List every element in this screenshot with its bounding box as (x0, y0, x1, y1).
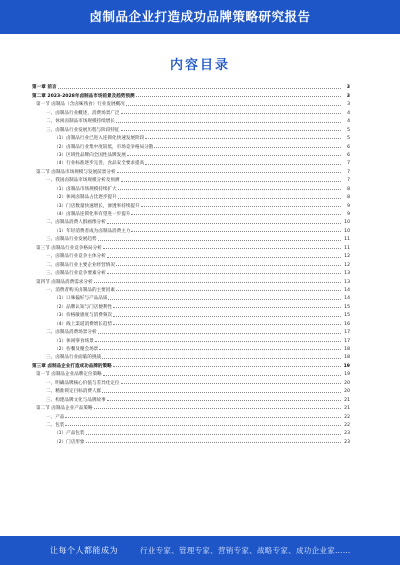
toc-entry[interactable] (32, 99, 350, 107)
toc-leader-dots (118, 189, 341, 190)
toc-entry-title: 一、卤制品行业概述，消费场景广泛 (46, 110, 120, 116)
toc-entry-title: 第一节 卤制品（含卤味熟食）行业发展概况 (36, 102, 125, 108)
toc-entry-page: 12 (344, 262, 350, 268)
table-of-contents (32, 82, 350, 445)
toc-entry[interactable] (32, 335, 350, 343)
toc-leader-dots (86, 442, 342, 443)
toc-entry-title: 三、卤制品行业面临的挑战 (46, 355, 102, 361)
toc-entry-page: 17 (344, 338, 350, 344)
toc-entry-page: 16 (344, 321, 350, 327)
toc-entry[interactable] (32, 377, 350, 385)
toc-leader-dots (127, 155, 341, 156)
toc-entry-title: 第一章 前言 (32, 85, 57, 91)
toc-entry-title: （2）门店形象 (54, 439, 85, 445)
toc-leader-dots (102, 392, 341, 393)
toc-entry-title: 第四节 卤制品消费需求分析 (36, 279, 93, 285)
toc-entry-title: （2）品牌认知与门店便利性 (54, 304, 113, 310)
toc-entry-page: 3 (347, 102, 350, 108)
toc-entry-page: 13 (344, 279, 350, 285)
toc-entry-title: 三、构建品牌文化与品牌故事 (46, 397, 106, 403)
toc-entry-page: 3 (346, 93, 350, 99)
toc-leader-dots (107, 400, 341, 401)
toc-entry[interactable] (32, 344, 350, 352)
toc-leader-dots (154, 147, 341, 148)
report-title: 卤制品企业打造成功品牌策略研究报告 (89, 9, 311, 24)
toc-entry[interactable] (32, 318, 350, 326)
toc-leader-dots (58, 88, 341, 89)
toc-entry-page: 23 (344, 439, 350, 445)
toc-leader-dots (131, 231, 341, 232)
toc-entry-title: 一、产品 (46, 414, 65, 420)
toc-entry-title: （1）产品包装 (54, 431, 85, 437)
toc-entry-title: （1）休闲零食场景 (54, 338, 94, 344)
toc-entry-page: 14 (344, 287, 350, 293)
toc-leader-dots (121, 383, 341, 384)
toc-entry[interactable] (32, 310, 350, 318)
toc-entry-page: 15 (344, 304, 350, 310)
toc-entry[interactable] (32, 175, 350, 183)
footer-bar (0, 536, 400, 565)
toc-entry-page: 22 (344, 414, 350, 420)
toc-entry-title: （1）年轻消费者成为卤制品消费主力 (54, 228, 131, 234)
toc-entry-page: 5 (347, 127, 350, 133)
toc-entry-title: 三、卤制品行业发展历程与阶段特征 (46, 127, 120, 133)
toc-entry-title: （1）口味偏好与产品品质 (54, 296, 108, 302)
toc-entry[interactable] (32, 133, 350, 141)
toc-leader-dots (113, 316, 341, 317)
toc-entry-page: 4 (347, 119, 350, 125)
toc-entry-page: 15 (344, 313, 350, 319)
toc-entry-page: 8 (347, 186, 350, 192)
toc-leader-dots (121, 113, 341, 114)
toc-entry[interactable] (32, 200, 350, 208)
toc-entry[interactable] (32, 259, 350, 267)
toc-entry[interactable] (32, 107, 350, 115)
toc-leader-dots (118, 198, 341, 199)
toc-leader-dots (98, 333, 341, 334)
toc-entry[interactable] (32, 411, 350, 419)
toc-leader-dots (108, 299, 341, 300)
toc-leader-dots (99, 349, 341, 350)
toc-entry-title: 二、卤制品行业主要企业经营情况 (46, 262, 115, 268)
toc-leader-dots (102, 358, 341, 359)
toc-entry-title: （1）卤制品市场规模持续扩大 (54, 186, 117, 192)
toc-entry-title: 二、精准锁定目标消费人群 (46, 389, 102, 395)
toc-entry-page: 19 (343, 363, 350, 369)
toc-entry-title: （3）区域性品牌向全国性品牌发展 (54, 152, 126, 158)
toc-leader-dots (107, 223, 341, 224)
toc-entry-page: 10 (344, 228, 350, 234)
toc-entry-page: 21 (344, 397, 350, 403)
toc-entry-page: 10 (344, 220, 350, 226)
toc-entry[interactable] (32, 293, 350, 301)
toc-entry-page: 5 (347, 136, 350, 142)
toc-entry[interactable] (32, 276, 350, 284)
toc-entry[interactable] (32, 360, 350, 368)
toc-entry-page: 3 (346, 85, 350, 91)
toc-entry-page: 17 (344, 330, 350, 336)
toc-entry[interactable] (32, 116, 350, 124)
toc-entry-title: 二、休闲卤制品市场规模持续增长 (46, 119, 115, 125)
report-header-bar (0, 0, 400, 34)
toc-entry-title: （3）价格敏感度与消费频次 (54, 313, 113, 319)
toc-entry-page: 13 (344, 271, 350, 277)
toc-leader-dots (113, 307, 341, 308)
toc-entry-title: （2）休闲卤制品占比逐步提升 (54, 195, 117, 201)
toc-entry-title: （4）卤制品连锁化率有望进一步提升 (54, 212, 131, 217)
toc-leader-dots (107, 257, 341, 258)
toc-entry-title: （4）行业标准逐步完善，食品安全要求提高 (54, 161, 145, 167)
toc-entry[interactable] (32, 386, 350, 394)
toc-leader-dots (107, 273, 341, 274)
toc-leader-dots (145, 164, 341, 165)
toc-entry[interactable] (32, 394, 350, 402)
toc-entry-page: 6 (347, 144, 350, 150)
toc-entry-title: 二、卤制品消费场景分析 (46, 330, 97, 336)
toc-entry-page: 9 (347, 203, 350, 209)
footer-slogan: 让每个人都能成为 (50, 546, 118, 555)
toc-leader-dots (141, 206, 341, 207)
toc-entry[interactable] (32, 150, 350, 158)
toc-leader-dots (86, 434, 342, 435)
toc-entry[interactable] (32, 158, 350, 166)
toc-leader-dots (113, 366, 341, 367)
toc-entry[interactable] (32, 301, 350, 309)
toc-entry-title: 三、卤制品行业发展趋势 (46, 237, 97, 243)
toc-leader-dots (131, 214, 341, 215)
toc-entry[interactable] (32, 192, 350, 200)
toc-entry[interactable] (32, 352, 350, 360)
toc-entry[interactable] (32, 217, 350, 225)
toc-leader-dots (113, 324, 341, 325)
toc-entry[interactable] (32, 234, 350, 242)
toc-leader-dots (65, 417, 341, 418)
toc-entry[interactable] (32, 403, 350, 411)
toc-entry-title: 三、卤制品行业竞争要素分析 (46, 271, 106, 277)
toc-entry-page: 7 (347, 169, 350, 175)
toc-leader-dots (145, 138, 341, 139)
footer-roles: 行业专家、管理专家、营销专家、战略专家、成功企业家…… (140, 546, 351, 555)
toc-entry[interactable] (32, 242, 350, 250)
toc-leader-dots (116, 265, 341, 266)
toc-leader-dots (103, 375, 341, 376)
toc-entry[interactable] (32, 124, 350, 132)
toc-entry-page: 18 (344, 347, 350, 352)
toc-entry[interactable] (32, 428, 350, 436)
toc-leader-dots (65, 425, 341, 426)
toc-entry-title: 一、明确品牌核心价值与差异化定位 (46, 380, 120, 386)
toc-entry-page: 19 (344, 372, 350, 378)
toc-leader-dots (98, 240, 341, 241)
toc-entry[interactable] (32, 82, 350, 90)
toc-heading: 内容目录 (169, 58, 230, 73)
toc-entry-page: 9 (347, 212, 350, 217)
toc-entry-title: 二、卤制品消费人群画像分析 (46, 220, 106, 226)
toc-entry-title: 第一节 卤制品企业品牌定位策略 (36, 372, 102, 378)
toc-entry-page: 11 (344, 245, 350, 251)
toc-entry-page: 8 (347, 195, 350, 201)
toc-entry-page: 11 (344, 237, 350, 243)
toc-entry-title: （3）门店数量快速增长，渗透率持续提升 (54, 203, 140, 209)
toc-leader-dots (116, 122, 341, 123)
toc-entry-page: 18 (344, 355, 350, 361)
toc-entry-page: 7 (347, 178, 350, 184)
toc-entry-page: 6 (347, 152, 350, 158)
toc-leader-dots (121, 181, 341, 182)
toc-entry[interactable] (32, 285, 350, 293)
toc-entry-page: 12 (344, 254, 350, 260)
toc-leader-dots (117, 172, 341, 173)
toc-entry[interactable] (32, 209, 350, 217)
toc-entry-title: （4）线上渠道消费增长趋势 (54, 321, 113, 327)
toc-entry[interactable] (32, 436, 350, 444)
toc-entry-title: 二、包装 (46, 422, 65, 428)
toc-entry[interactable] (32, 90, 350, 98)
toc-entry[interactable] (32, 369, 350, 377)
toc-entry-title: （2）卤制品行业集中度较低，市场竞争格局分散 (54, 144, 154, 150)
toc-entry[interactable] (32, 268, 350, 276)
toc-entry-title: 第二节 卤制品企业产品策略 (36, 406, 93, 412)
toc-entry-page: 21 (344, 406, 350, 412)
toc-entry-page: 23 (344, 431, 350, 437)
toc-leader-dots (94, 408, 341, 409)
toc-entry-page: 7 (347, 161, 350, 167)
toc-entry[interactable] (32, 225, 350, 233)
toc-entry-title: 一、消费者购买卤制品的主要因素 (46, 287, 115, 293)
toc-entry[interactable] (32, 166, 350, 174)
toc-entry-page: 20 (344, 389, 350, 395)
toc-leader-dots (136, 96, 341, 97)
toc-entry[interactable] (32, 327, 350, 335)
toc-entry-title: 第二章 2023-2028年卤制品市场前景及趋势预测 (32, 93, 135, 99)
toc-leader-dots (126, 105, 341, 106)
toc-entry-title: （1）卤制品行业已进入连锁化快速发展阶段 (54, 136, 145, 142)
toc-entry-title: （2）佐餐及聚会场景 (54, 347, 99, 352)
toc-entry[interactable] (32, 141, 350, 149)
toc-entry-page: 20 (344, 380, 350, 386)
toc-entry-page: 22 (344, 422, 350, 428)
toc-entry[interactable] (32, 251, 350, 259)
toc-leader-dots (95, 341, 341, 342)
toc-entry[interactable] (32, 183, 350, 191)
toc-entry-title: 第三节 卤制品行业竞争格局分析 (36, 245, 102, 251)
toc-entry-page: 4 (347, 110, 350, 116)
toc-leader-dots (103, 248, 341, 249)
toc-entry-page: 14 (344, 296, 350, 302)
toc-entry[interactable] (32, 420, 350, 428)
toc-entry-title: 第三章 卤制品企业打造成功品牌的策略 (32, 363, 112, 369)
toc-leader-dots (116, 290, 341, 291)
toc-leader-dots (121, 130, 341, 131)
toc-entry-title: 一、卤制品行业竞争主体分析 (46, 254, 106, 260)
toc-entry-title: 一、我国卤制品市场规模分析及预测 (46, 178, 120, 184)
toc-entry-title: 第二节 卤制品市场规模与发展前景分析 (36, 169, 116, 175)
toc-leader-dots (94, 282, 341, 283)
